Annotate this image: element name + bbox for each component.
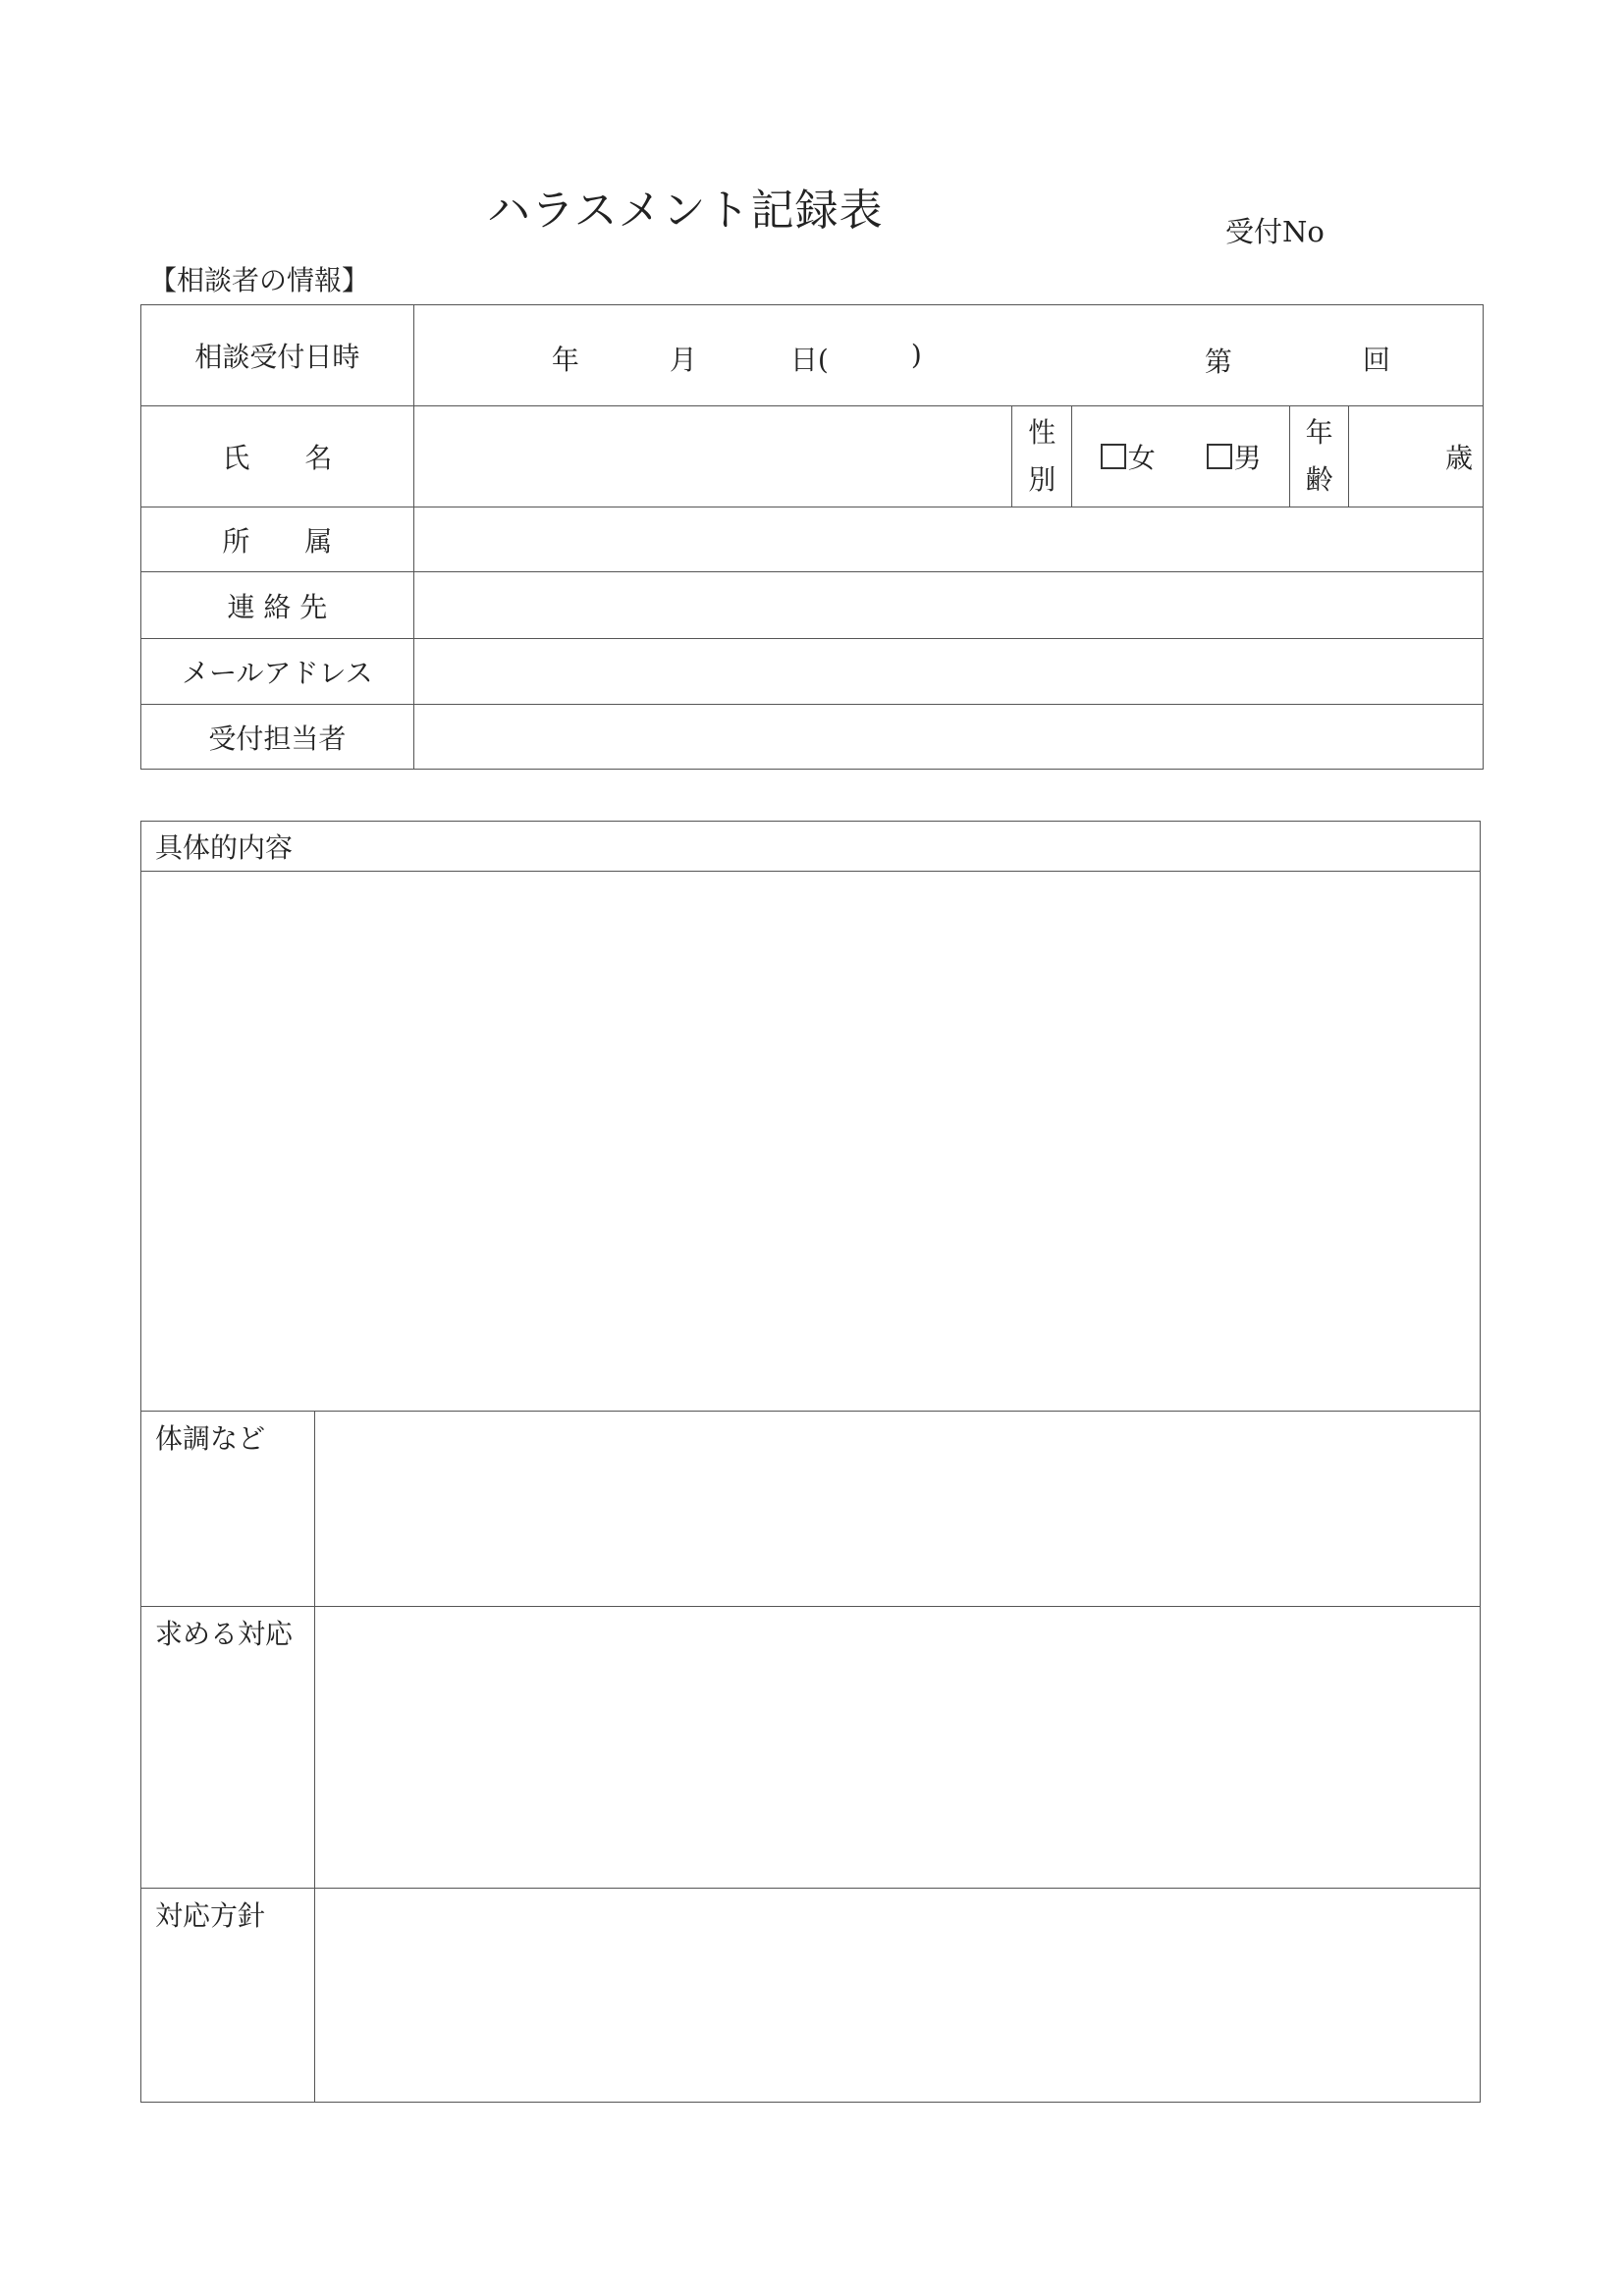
staff-field[interactable] (413, 705, 1483, 770)
contact-label: 連 絡 先 (141, 572, 414, 639)
email-field[interactable] (413, 639, 1483, 705)
age-label-1: 年 (1305, 416, 1333, 449)
datetime-field[interactable] (413, 305, 1483, 406)
content-label: 具体的内容 (141, 822, 1481, 872)
name-field[interactable] (413, 406, 1011, 507)
consultant-info-table (140, 304, 1484, 770)
request-label: 求める対応 (141, 1607, 315, 1889)
page-title: ハラスメント記録表 (487, 186, 884, 236)
request-field[interactable] (315, 1607, 1481, 1889)
gender-label-1: 性 (1028, 416, 1056, 449)
details-table (140, 821, 1481, 2103)
female-checkbox[interactable] (1101, 442, 1156, 474)
checkbox-icon (1101, 444, 1126, 469)
content-field[interactable] (141, 872, 1481, 1412)
contact-field[interactable] (413, 572, 1483, 639)
name-label: 氏 名 (141, 406, 414, 507)
reception-number-label: 受付No (1225, 215, 1325, 248)
age-field[interactable] (1349, 406, 1484, 507)
year-unit: 年 (551, 344, 579, 376)
month-unit: 月 (669, 344, 697, 376)
row-name (141, 406, 1484, 507)
times-label: 回 (1362, 344, 1390, 376)
health-field[interactable] (315, 1412, 1481, 1607)
gender-label-2: 別 (1028, 463, 1056, 496)
male-label: 男 (1233, 442, 1262, 474)
email-label: メールアドレス (141, 639, 414, 705)
policy-label: 対応方針 (141, 1889, 315, 2103)
age-label (1290, 406, 1349, 507)
day-unit: 日( (789, 344, 829, 376)
day-close: ) (910, 339, 922, 371)
female-label: 女 (1127, 442, 1156, 474)
checkbox-icon (1207, 444, 1232, 469)
row-datetime (141, 305, 1484, 406)
affiliation-label: 所 属 (141, 507, 414, 572)
affiliation-field[interactable] (413, 507, 1483, 572)
gender-label (1012, 406, 1072, 507)
age-unit: 歳 (1444, 442, 1473, 474)
health-label: 体調など (141, 1412, 315, 1607)
male-checkbox[interactable] (1207, 442, 1262, 474)
nth-label: 第 (1204, 346, 1232, 378)
policy-field[interactable] (315, 1889, 1481, 2103)
age-label-2: 齢 (1305, 463, 1333, 496)
datetime-label: 相談受付日時 (141, 305, 414, 406)
staff-label: 受付担当者 (141, 705, 414, 770)
section-title: 【相談者の情報】 (149, 264, 370, 296)
